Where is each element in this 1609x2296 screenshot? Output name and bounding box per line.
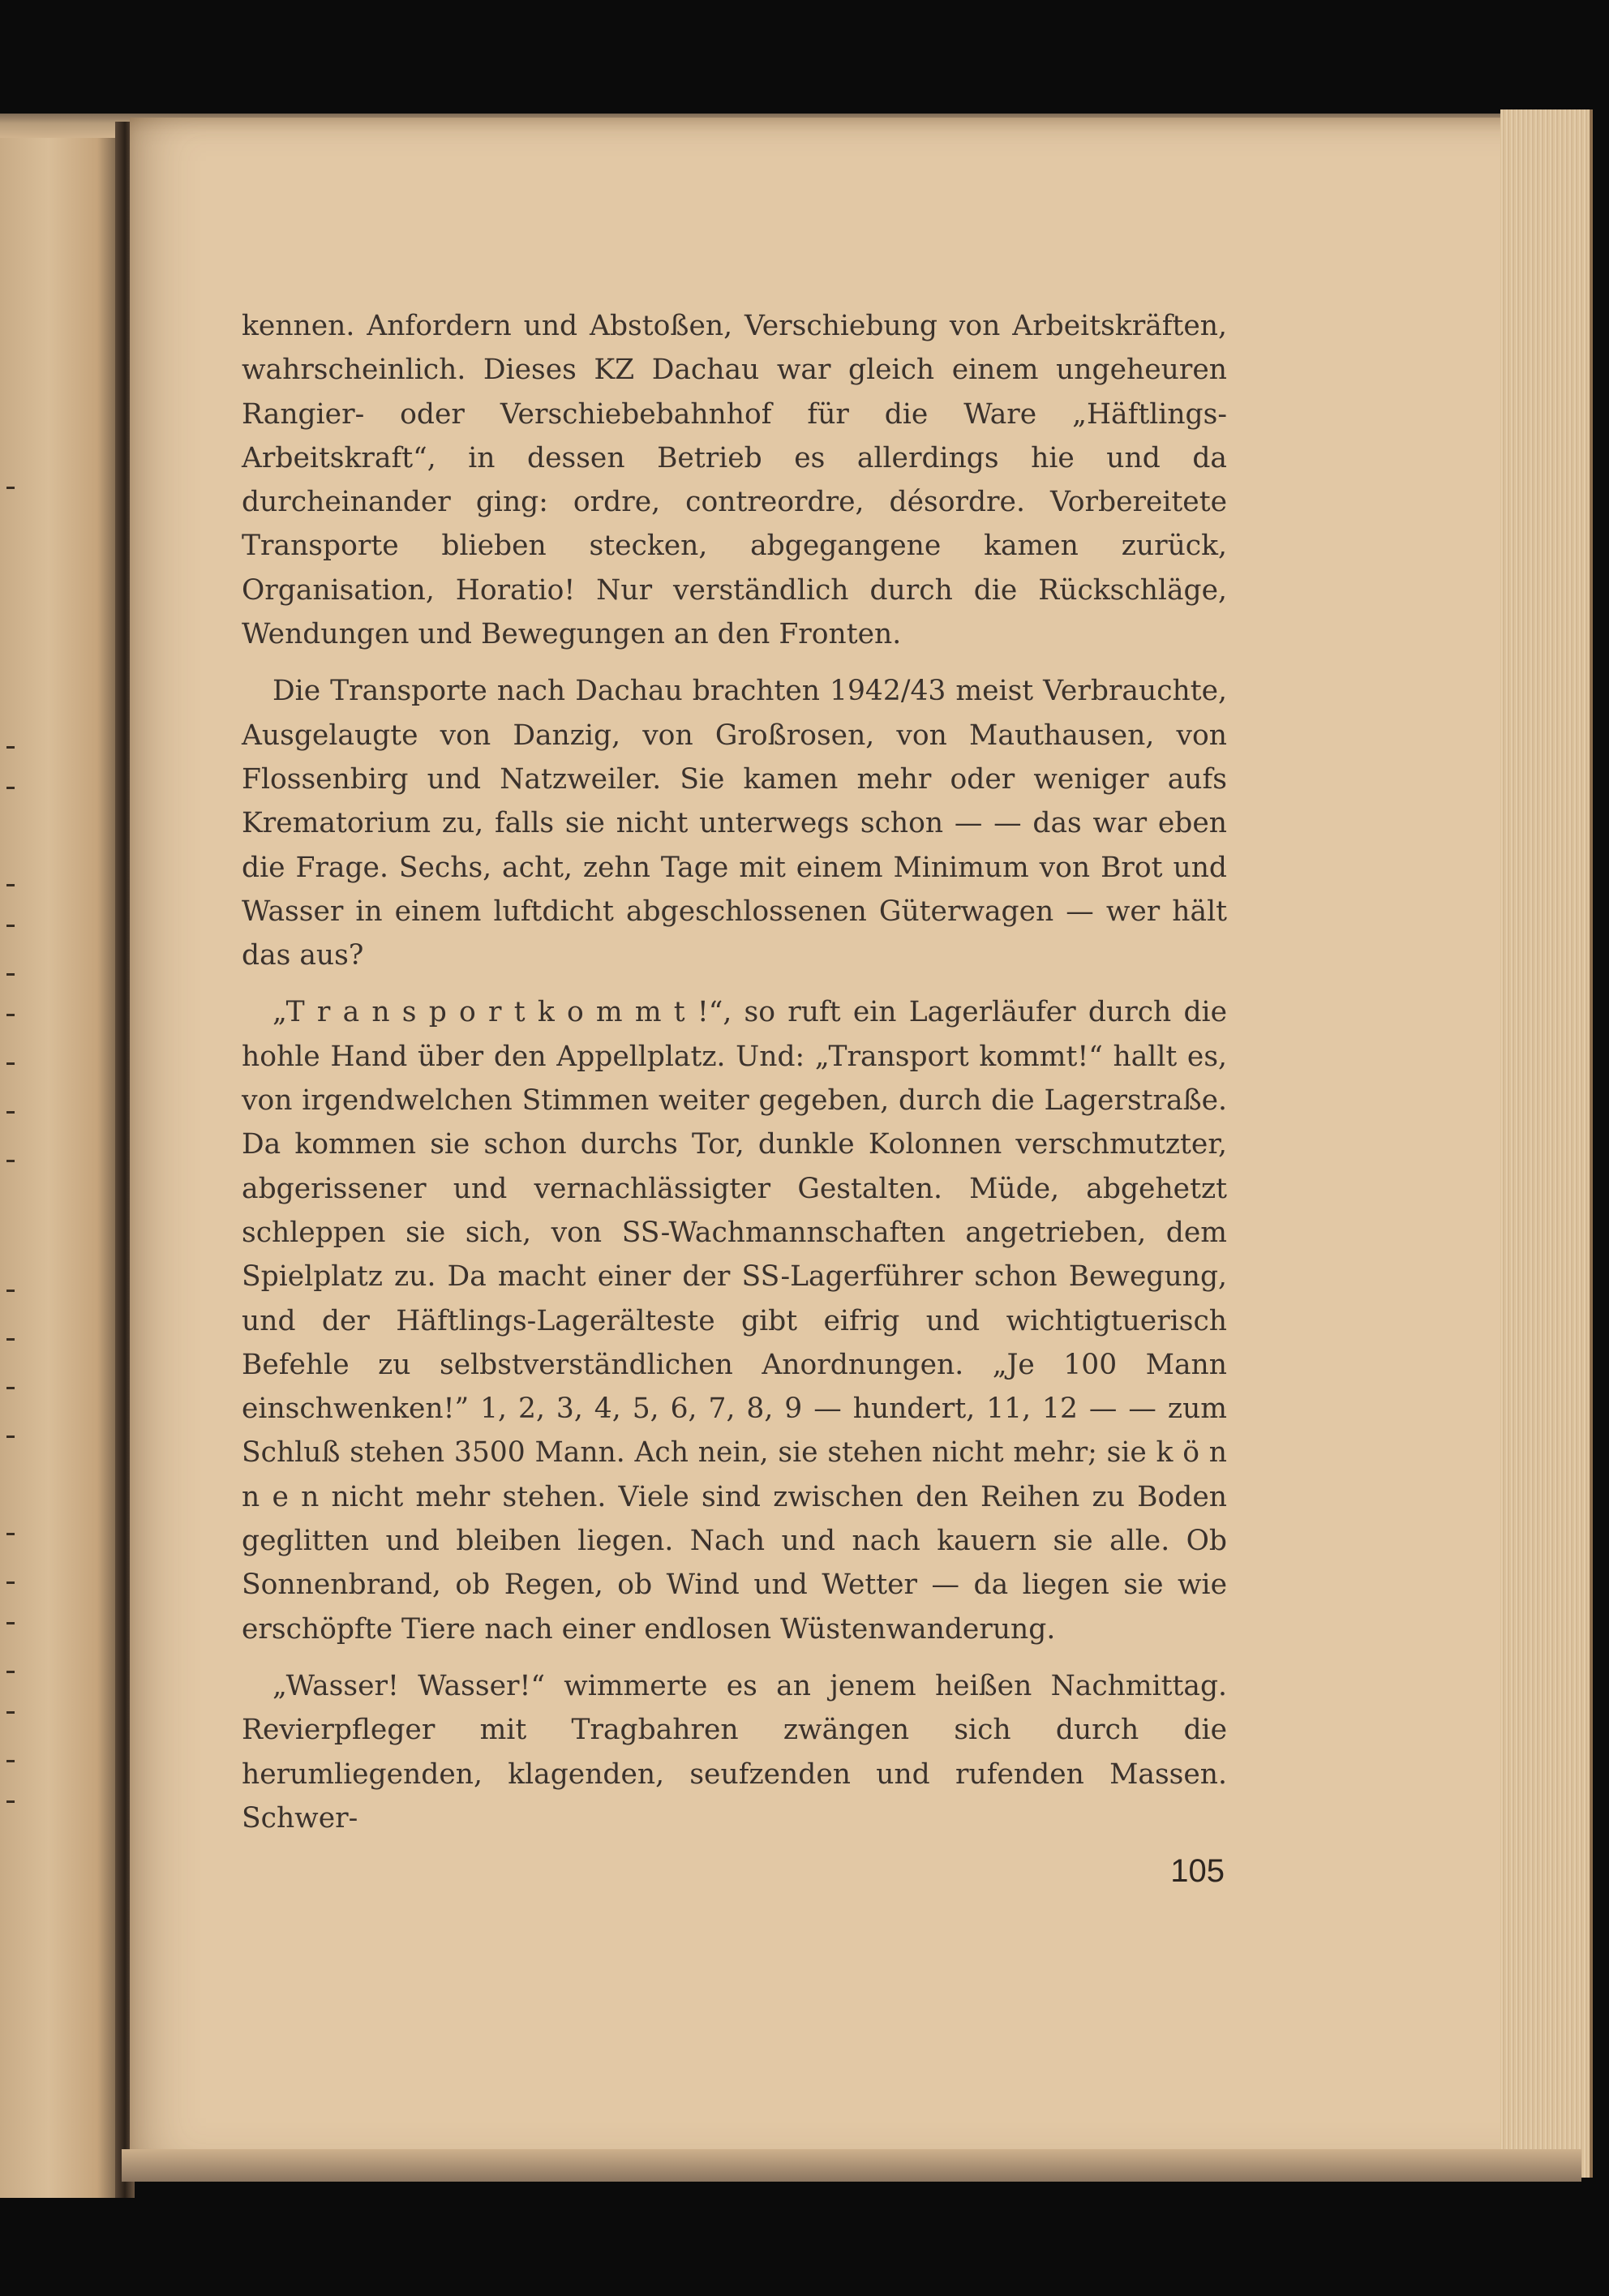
paragraph: Die Transporte nach Dachau brachten 1942/43 meist Verbrauchte, Ausgelaugte von Danzig, von Großrosen, von Mauthausen, von Flossenbirg und Natzweiler. Sie kamen mehr oder weniger aufs Krematorium zu, falls sie nicht unterwegs schon — — das war eben die Frage. Sechs, acht, zehn Tage mit einem Minimum von Brot und Wasser in einem luftdicht abgeschlossenen Güterwagen — wer hält das aus? [242, 675, 1227, 972]
body-text [242, 304, 1227, 1853]
page-edges [1500, 109, 1593, 2178]
bottom-board-edge [122, 2149, 1581, 2182]
paragraph: „T r a n s p o r t k o m m t !“, so ruft ein Lagerläufer durch die hohle Hand über den Appellplatz. Und: „Transport kommt!“ hallt es, von irgendwelchen Stimmen weiter gegeben, durch die Lagerstraße. Da kommen sie schon durchs Tor, dunkle Kolonnen verschmutzter, abgerissener und vernachlässigter Gestalten. Müde, abgehetzt schleppen sie sich, von SS-Wachmannschaften angetrieben, dem Spielplatz zu. Da macht einer der SS-Lagerführer schon Bewegung, und der Häftlings-Lagerälteste gibt eifrig und wichtigtuerisch Befehle zu selbstverständlichen Anordnungen. „Je 100 Mann einschwenken!” 1, 2, 3, 4, 5, 6, 7, 8, 9 — hundert, 11, 12 — — zum Schluß stehen 3500 Mann. Ach nein, sie stehen nicht mehr; sie k ö n n e n nicht mehr stehen. Viele sind zwischen den Reihen zu Boden geglitten und bleiben liegen. Nach und nach kauern sie alle. Ob Sonnenbrand, ob Regen, ob Wind und Wetter — da liegen sie wie erschöpfte Tiere nach einer endlosen Wüstenwanderung. [242, 996, 1227, 1646]
paragraph: „Wasser! Wasser!“ wimmerte es an jenem heißen Nachmittag. Revierpfleger mit Tragbahren zwängen sich durch die herumliegenden, klagenden, seufzenden und rufenden Massen. Schwer- [242, 1669, 1227, 1835]
paragraph: kennen. Anfordern und Abstoßen, Verschiebung von Arbeitskräften, wahrscheinlich. Dieses KZ Dachau war gleich einem ungeheuren Rangier- oder Verschiebebahnhof für die Ware „Häftlings-Arbeitskraft“, in dessen Betrieb es allerdings hie und da durcheinander ging: ordre, contreordre, désordre. Vorbereitete Transporte blieben stecken, abgegangene kamen zurück, Organisation, Horatio! Nur verständlich durch die Rückschläge, Wendungen und Bewegungen an den Fronten. [242, 310, 1227, 651]
page-number: 105 [1170, 1853, 1225, 1889]
left-page-bleed-marks [0, 0, 32, 2296]
